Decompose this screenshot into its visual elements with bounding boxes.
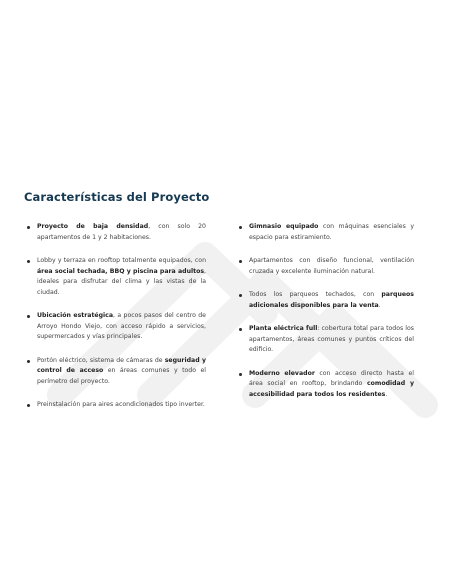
feature-highlight: Proyecto de baja densidad bbox=[37, 223, 149, 230]
feature-text: con acceso directo hasta el área social en rooftop, brindando bbox=[249, 369, 414, 387]
feature-item bbox=[26, 311, 206, 343]
feature-text: , a pocos pasos del centro de Arroyo Hondo Viejo, con acceso rápido a servicios, supermercados y vías principales. bbox=[37, 312, 206, 340]
feature-text: Lobby y terraza en rooftop totalmente equipados, con bbox=[37, 257, 206, 264]
feature-highlight: Planta eléctrica full bbox=[249, 325, 318, 332]
feature-text: Portón eléctrico, sistema de cámaras de bbox=[37, 356, 165, 364]
feature-highlight: parqueos adicionales disponibles para la venta bbox=[249, 291, 414, 309]
feature-highlight: Gimnasio equipado bbox=[249, 223, 319, 230]
features-list-right bbox=[238, 222, 414, 413]
feature-text: , con solo 20 apartamentos de 1 y 2 habitaciones. bbox=[37, 223, 206, 241]
feature-item bbox=[26, 356, 206, 388]
feature-highlight: seguridad y control de acceso bbox=[37, 356, 206, 374]
feature-text: en áreas comunes y todo el perímetro del proyecto. bbox=[37, 367, 206, 385]
feature-item bbox=[26, 222, 206, 243]
feature-item bbox=[238, 222, 414, 243]
section-title: Características del Proyecto bbox=[24, 190, 210, 204]
feature-text: . bbox=[378, 301, 381, 309]
feature-text: Todos los parqueos techados, con bbox=[249, 291, 382, 298]
feature-text: , ideales para disfrutar del clima y las vistas de la ciudad. bbox=[37, 267, 206, 296]
feature-item bbox=[238, 256, 414, 277]
feature-item bbox=[26, 256, 206, 298]
feature-item bbox=[238, 369, 414, 401]
feature-text: Preinstalación para aires acondicionados tipo inverter. bbox=[37, 401, 205, 408]
feature-highlight: Ubicación estratégica bbox=[37, 312, 114, 319]
feature-text: . bbox=[385, 390, 388, 398]
feature-highlight: comodidad y accesibilidad para todos los residentes bbox=[249, 380, 415, 398]
feature-text: : cobertura total para todos los apartamentos, áreas comunes y puntos críticos del edificio. bbox=[249, 325, 415, 353]
feature-item bbox=[238, 290, 414, 311]
feature-text: Apartamentos con diseño funcional, ventilación cruzada y excelente iluminación natural. bbox=[249, 257, 414, 275]
feature-item bbox=[26, 400, 206, 411]
feature-highlight: área social techada, BBQ y piscina para adultos bbox=[37, 267, 205, 275]
features-list-left bbox=[26, 222, 206, 424]
feature-text: con máquinas esenciales y espacio para estiramiento. bbox=[249, 223, 414, 241]
feature-item bbox=[238, 324, 414, 356]
feature-highlight: Moderno elevador bbox=[249, 369, 315, 377]
